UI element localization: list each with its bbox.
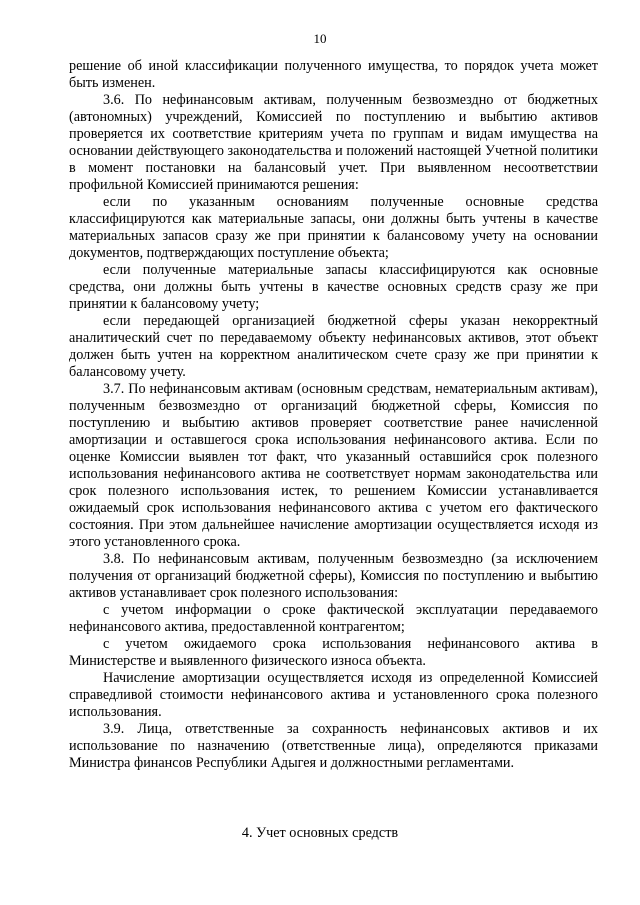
paragraph-depreciation: Начисление амортизации осуществляется исходя из определенной Комиссией справедливой стоимости нефинансового актива и установленного срока полезного использования. — [69, 670, 598, 720]
page-number: 10 — [313, 31, 327, 46]
paragraph-3-8: 3.8. По нефинансовым активам, полученным безвозмездно (за исключением получения от организаций бюджетной сферы), Комиссия по поступлению и выбытию активов устанавливает срок полезного использования: — [69, 551, 598, 601]
paragraph-3-7: 3.7. По нефинансовым активам (основным средствам, нематериальным активам), полученным безвозмездно от организаций бюджетной сферы, Комиссия по поступлению и выбытию активов проверяет соответствие ранее начисленной амортизации и оставшегося срока использования нефинансового актива. Если по оценке Комиссии выявлен тот факт, что указанный оставшийся срок полезного использования нефинансового актива не соответствует нормам законодательства или срок полезного использования истек, то решением Комиссии устанавливается ожидаемый срок использования нефинансового актива с учетом его фактического состояния. При этом дальнейшее начисление амортизации осуществляется исходя из этого установленного срока. — [69, 381, 598, 550]
paragraph-continuation: решение об иной классификации полученного имущества, то порядок учета может быть изменен. — [69, 58, 598, 91]
paragraph-3-9: 3.9. Лица, ответственные за сохранность нефинансовых активов и их использование по назначению (ответственные лица), определяются приказами Министра финансов Республики Адыгея и должностными регламентами. — [69, 721, 598, 771]
document-body — [69, 58, 598, 772]
paragraph-decision-fixed-assets-to-inventory: если по указанным основаниям полученные основные средства классифицируются как материальные запасы, они должны быть учтены в качестве материальных запасов сразу же при принятии к балансовому учету на основании документов, подтверждающих поступление объекта; — [69, 194, 598, 261]
paragraph-useful-life-expected: с учетом ожидаемого срока использования нефинансового актива в Министерстве и выявленного физического износа объекта. — [69, 636, 598, 669]
paragraph-decision-inventory-to-fixed-assets: если полученные материальные запасы классифицируются как основные средства, они должны быть учтены в качестве основных средств сразу же при принятии к балансовому учету; — [69, 262, 598, 312]
paragraph-useful-life-contractor-info: с учетом информации о сроке фактической эксплуатации передаваемого нефинансового актива, предоставленной контрагентом; — [69, 602, 598, 635]
paragraph-decision-incorrect-account: если передающей организацией бюджетной сферы указан некорректный аналитический счет по передаваемому объекту нефинансовых активов, этот объект должен быть учтен на корректном аналитическом счете сразу же при принятии к балансовому учету. — [69, 313, 598, 380]
section-heading: 4. Учет основных средств — [241, 825, 399, 841]
paragraph-3-6: 3.6. По нефинансовым активам, полученным безвозмездно от бюджетных (автономных) учреждений, Комиссией по поступлению и выбытию активов проверяется их соответствие критериям учета по группам и видам имущества на основании действующего законодательства и положений настоящей Учетной политики в момент постановки на балансовый учет. При выявленном несоответствии профильной Комиссией принимаются решения: — [69, 92, 598, 193]
